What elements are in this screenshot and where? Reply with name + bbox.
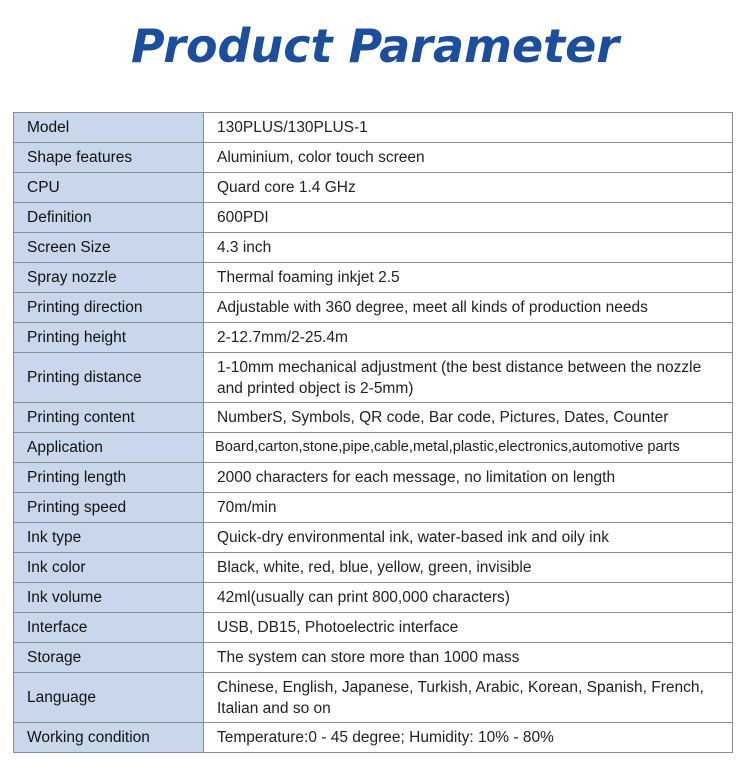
table-row-printing-length <box>14 463 733 493</box>
table-row-ink-color <box>14 553 733 583</box>
table-row-printing-speed <box>14 493 733 523</box>
row-value: Board,carton,stone,pipe,cable,metal,plastic,electronics,automotive parts <box>204 433 733 463</box>
table-row-ink-type <box>14 523 733 553</box>
row-value: Quick-dry environmental ink, water-based ink and oily ink <box>204 523 733 553</box>
row-label: Ink color <box>14 553 204 583</box>
parameter-table <box>13 112 733 753</box>
table-row-printing-direction <box>14 293 733 323</box>
row-label: Screen Size <box>14 233 204 263</box>
table-row-printing-content <box>14 403 733 433</box>
row-label: Printing direction <box>14 293 204 323</box>
row-value: Adjustable with 360 degree, meet all kinds of production needs <box>204 293 733 323</box>
row-value: 4.3 inch <box>204 233 733 263</box>
table-row-interface <box>14 613 733 643</box>
row-label: Model <box>14 113 204 143</box>
table-row-printing-height <box>14 323 733 353</box>
row-value: Thermal foaming inkjet 2.5 <box>204 263 733 293</box>
row-label: Shape features <box>14 143 204 173</box>
table-row-definition <box>14 203 733 233</box>
row-value: 2000 characters for each message, no limitation on length <box>204 463 733 493</box>
row-value: 600PDI <box>204 203 733 233</box>
row-value: 70m/min <box>204 493 733 523</box>
table-row-printing-distance <box>14 353 733 403</box>
table-row-language <box>14 673 733 723</box>
row-label: Ink volume <box>14 583 204 613</box>
row-label: Spray nozzle <box>14 263 204 293</box>
row-label: Definition <box>14 203 204 233</box>
row-label: Interface <box>14 613 204 643</box>
table-row-shape-features <box>14 143 733 173</box>
table-row-spray-nozzle <box>14 263 733 293</box>
table-row-working-condition <box>14 723 733 753</box>
page-title: Product Parameter <box>130 19 620 73</box>
row-value: Chinese, English, Japanese, Turkish, Arabic, Korean, Spanish, French, Italian and so on <box>204 673 733 723</box>
row-label: Printing speed <box>14 493 204 523</box>
table-row-storage <box>14 643 733 673</box>
table-row-screen-size <box>14 233 733 263</box>
row-value: 42ml(usually can print 800,000 characters) <box>204 583 733 613</box>
row-label: Language <box>14 673 204 723</box>
row-label: Printing distance <box>14 353 204 403</box>
table-row-cpu <box>14 173 733 203</box>
table-row-application <box>14 433 733 463</box>
row-value: The system can store more than 1000 mass <box>204 643 733 673</box>
row-value: NumberS, Symbols, QR code, Bar code, Pictures, Dates, Counter <box>204 403 733 433</box>
row-label: Working condition <box>14 723 204 753</box>
row-label: Application <box>14 433 204 463</box>
row-value: Aluminium, color touch screen <box>204 143 733 173</box>
row-value: 2-12.7mm/2-25.4m <box>204 323 733 353</box>
row-value: Quard core 1.4 GHz <box>204 173 733 203</box>
row-label: Printing content <box>14 403 204 433</box>
row-value: USB, DB15, Photoelectric interface <box>204 613 733 643</box>
row-label: CPU <box>14 173 204 203</box>
row-label: Printing length <box>14 463 204 493</box>
row-value: 1-10mm mechanical adjustment (the best distance between the nozzle and printed object is 2-5mm) <box>204 353 733 403</box>
row-value: Black, white, red, blue, yellow, green, invisible <box>204 553 733 583</box>
row-label: Ink type <box>14 523 204 553</box>
row-value: Temperature:0 - 45 degree; Humidity: 10% - 80% <box>204 723 733 753</box>
row-label: Printing height <box>14 323 204 353</box>
row-label: Storage <box>14 643 204 673</box>
row-value: 130PLUS/130PLUS-1 <box>204 113 733 143</box>
table-row-ink-volume <box>14 583 733 613</box>
table-row-model <box>14 113 733 143</box>
